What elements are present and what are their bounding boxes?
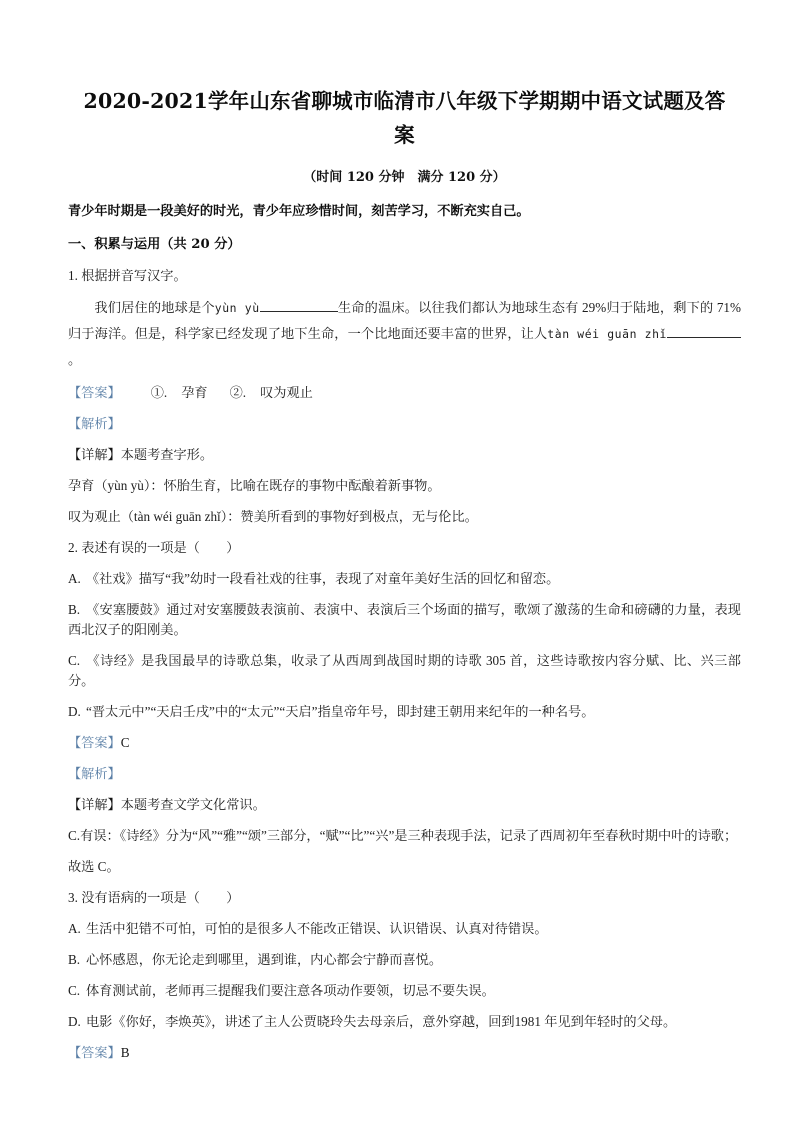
question-1-stem-text: 根据拼音写汉字。 bbox=[81, 268, 187, 283]
question-3-option-b[interactable] bbox=[68, 950, 741, 970]
question-2-option-a[interactable] bbox=[68, 569, 741, 589]
question-2-option-c[interactable] bbox=[68, 651, 741, 691]
detail-text: 本题考查字形。 bbox=[120, 447, 214, 462]
detail-text: 本题考查文学文化常识。 bbox=[120, 797, 266, 812]
passage-text-c: 。 bbox=[68, 352, 82, 367]
passage-text-a: 我们居住的地球是个 bbox=[94, 300, 215, 315]
option-text: 生活中犯错不可怕，可怕的是很多人不能改正错误、认识错误、认真对待错误。 bbox=[86, 921, 548, 936]
answer-item-1-text: 孕育 bbox=[181, 385, 208, 400]
fill-blank-2[interactable] bbox=[667, 337, 741, 338]
question-3-answer bbox=[68, 1043, 741, 1063]
question-1-passage bbox=[68, 295, 741, 372]
option-label: D. bbox=[68, 704, 81, 719]
option-text: 电影《你好，李焕英》，讲述了主人公贾晓玲失去母亲后，意外穿越，回到1981 年见到年轻时的父母。 bbox=[86, 1014, 677, 1029]
option-text: 心怀感恩，你无论走到哪里，遇到谁，内心都会宁静而喜悦。 bbox=[86, 952, 443, 967]
answer-label: 【答案】 bbox=[68, 1045, 121, 1060]
option-text: 《社戏》描写“我”幼时一段看社戏的往事，表现了对童年美好生活的回忆和留恋。 bbox=[86, 571, 560, 586]
question-2-option-b[interactable] bbox=[68, 600, 741, 640]
question-3-option-a[interactable] bbox=[68, 919, 741, 939]
question-2-detail-line-2: C.有误：《诗经》分为“风”“雅”“颂”三部分，“赋”“比”“兴”是三种表现手法，记录了西周初年至春秋时期中叶的诗歌； bbox=[68, 828, 738, 843]
question-1-detail bbox=[68, 445, 741, 465]
question-3-option-d[interactable] bbox=[68, 1012, 741, 1032]
detail-label: 【详解】 bbox=[68, 797, 121, 812]
question-1-analysis-label bbox=[68, 414, 741, 434]
question-3-number: 3. bbox=[68, 890, 78, 905]
fill-blank-1[interactable] bbox=[260, 311, 338, 312]
question-3-stem bbox=[68, 888, 741, 908]
passage-text-b: 生命的温床。以往我们都认为地球生态有 29%归于陆地，剩下的 71%归于海洋。但是，科学家已经发现了地下生命，一个比地面还要丰富的世界，让人 bbox=[68, 300, 742, 341]
question-1-stem bbox=[68, 266, 741, 286]
question-3-option-c[interactable] bbox=[68, 981, 741, 1001]
question-2-stem bbox=[68, 538, 741, 558]
answer-label: 【答案】 bbox=[68, 735, 121, 750]
exam-info-line: （时间 120 分钟 满分 120 分） bbox=[303, 170, 506, 185]
option-label: D. bbox=[68, 1014, 81, 1029]
analysis-label: 【解析】 bbox=[68, 416, 121, 431]
detail-label: 【详解】 bbox=[68, 447, 121, 462]
option-label: A. bbox=[68, 571, 81, 586]
option-text: 《诗经》是我国最早的诗歌总集，收录了从西周到战国时期的诗歌 305 首，这些诗歌按内容分赋、比、兴三部分。 bbox=[68, 653, 741, 688]
answer-label: 【答案】 bbox=[68, 385, 121, 400]
option-label: C. bbox=[68, 983, 81, 998]
answer-item-2-mark: ②. bbox=[229, 385, 247, 400]
lead-statement: 青少年时期是一段美好的时光，青少年应珍惜时间，刻苦学习，不断充实自己。 bbox=[68, 204, 530, 219]
question-2-answer bbox=[68, 733, 741, 753]
answer-item-1-mark: ①. bbox=[150, 385, 168, 400]
option-label: C. bbox=[68, 653, 81, 668]
answer-value: B bbox=[120, 1045, 130, 1060]
option-text: “晋太元中”“天启壬戌”中的“太元”“天启”指皇帝年号，即封建王朝用来纪年的一种名号。 bbox=[86, 704, 595, 719]
question-2-number: 2. bbox=[68, 540, 78, 555]
page-title: 2020-2021学年山东省聊城市临清市八年级下学期期中语文试题及答案 bbox=[83, 89, 726, 147]
option-text: 《安塞腰鼓》通过对安塞腰鼓表演前、表演中、表演后三个场面的描写，歌颂了激荡的生命和磅礴的力量，表现西北汉子的阳刚美。 bbox=[68, 602, 741, 637]
question-1-detail-line-2: 孕育（yùn yù）：怀胎生育，比喻在既存的事物中酝酿着新事物。 bbox=[68, 478, 441, 493]
question-1-number: 1. bbox=[68, 268, 78, 283]
answer-item-2-text: 叹为观止 bbox=[260, 385, 313, 400]
question-2-analysis-label bbox=[68, 764, 741, 784]
passage-pinyin-tanweiguanzhi: tàn wéi guān zhǐ bbox=[547, 327, 667, 341]
question-2-detail bbox=[68, 795, 741, 815]
passage-pinyin-yunyu: yùn yù bbox=[214, 301, 260, 315]
section-heading-one: 一、积累与运用（共 20 分） bbox=[68, 237, 241, 252]
question-1-answer bbox=[68, 383, 741, 403]
answer-value: C bbox=[120, 735, 130, 750]
question-1-detail-line-3: 叹为观止（tàn wéi guān zhǐ）：赞美所看到的事物好到极点，无与伦比。 bbox=[68, 509, 478, 524]
analysis-label: 【解析】 bbox=[68, 766, 121, 781]
option-label: B. bbox=[68, 602, 81, 617]
question-3-stem-text: 没有语病的一项是（ ） bbox=[81, 890, 240, 905]
option-text: 体育测试前，老师再三提醒我们要注意各项动作要领，切忌不要失误。 bbox=[86, 983, 495, 998]
option-label: A. bbox=[68, 921, 81, 936]
question-2-detail-line-3: 故选 C。 bbox=[68, 859, 120, 874]
question-2-option-d[interactable] bbox=[68, 702, 741, 722]
question-2-stem-text: 表述有误的一项是（ ） bbox=[81, 540, 240, 555]
option-label: B. bbox=[68, 952, 81, 967]
